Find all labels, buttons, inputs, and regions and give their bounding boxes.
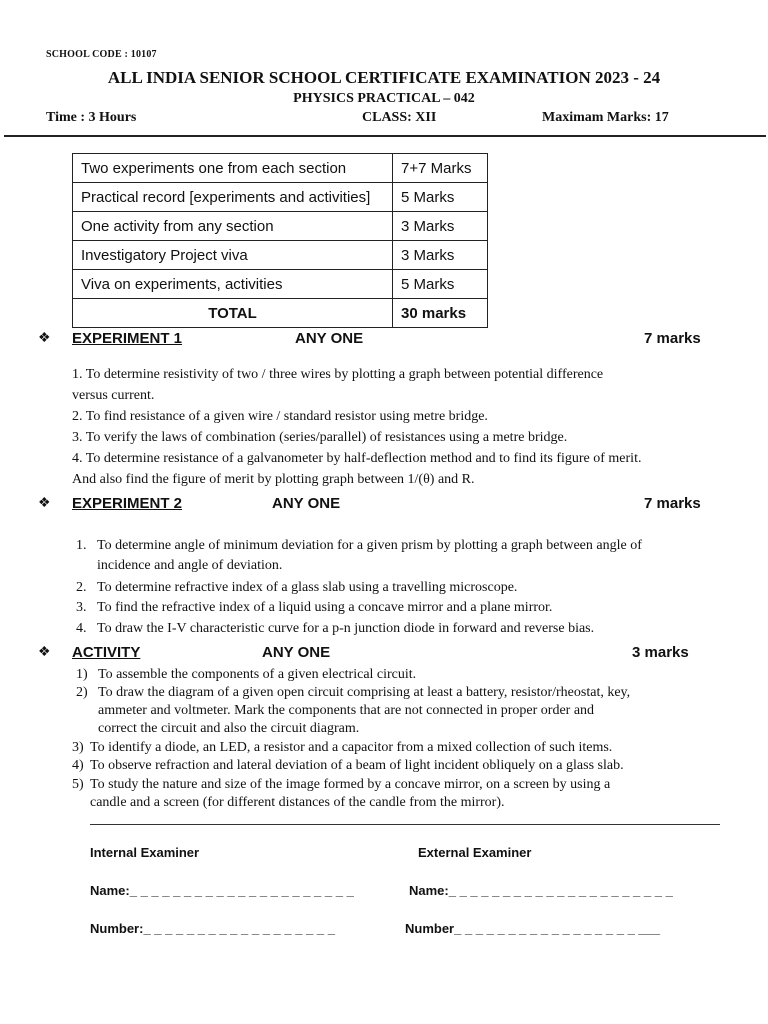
experiment1-any-one: ANY ONE <box>295 330 364 347</box>
table-row <box>73 183 488 212</box>
experiment2-heading: EXPERIMENT 2 <box>72 495 183 512</box>
activity-item-number: 4) <box>72 758 84 773</box>
experiment1-line: 3. To verify the laws of combination (series/parallel) of resistances using a metre bridge. <box>72 430 568 445</box>
diamond-bullet-icon: ❖ <box>38 330 51 346</box>
table-cell-item: Viva on experiments, activities <box>73 270 393 299</box>
school-code: SCHOOL CODE : 10107 <box>46 49 157 60</box>
table-cell-marks: 5 Marks <box>393 270 488 299</box>
header-divider <box>4 135 766 137</box>
subject-title: PHYSICS PRACTICAL – 042 <box>293 91 475 106</box>
experiment1-line: And also find the figure of merit by plotting graph between 1/(θ) and R. <box>72 472 475 487</box>
activity-item-text: To study the nature and size of the image formed by a concave mirror, on a screen by using a <box>90 777 611 792</box>
experiment2-item-number: 1. <box>76 538 87 553</box>
activity-item-text: To identify a diode, an LED, a resistor and a capacitor from a mixed collection of such items. <box>90 740 613 755</box>
experiment1-line: versus current. <box>72 388 155 403</box>
table-row <box>73 241 488 270</box>
table-row <box>73 212 488 241</box>
experiment2-item-number: 4. <box>76 621 87 636</box>
experiment2-marks: 7 marks <box>644 495 701 512</box>
table-cell-marks: 3 Marks <box>393 212 488 241</box>
experiment1-line: 1. To determine resistivity of two / three wires by plotting a graph between potential difference <box>72 367 604 382</box>
internal-name-field: Name:_ _ _ _ _ _ _ _ _ _ _ _ _ _ _ _ _ _ _ _ _ <box>90 883 354 898</box>
activity-item-text: To draw the diagram of a given open circuit comprising at least a battery, resistor/rheostat, key, <box>98 685 631 700</box>
internal-number-field: Number:_ _ _ _ _ _ _ _ _ _ _ _ _ _ _ _ _ _ <box>90 921 335 936</box>
table-cell-item: One activity from any section <box>73 212 393 241</box>
exam-time: Time : 3 Hours <box>46 110 137 125</box>
activity-item-text: To observe refraction and lateral deviation of a beam of light incident obliquely on a glass slab. <box>90 758 624 773</box>
table-cell-marks: 30 marks <box>393 299 488 328</box>
experiment2-item-number: 2. <box>76 580 87 595</box>
marks-distribution-table <box>72 153 488 328</box>
external-number-field: Number_ _ _ _ _ _ _ _ _ _ _ _ _ _ _ _ _ ___ <box>405 921 661 936</box>
internal-examiner-label: Internal Examiner <box>90 845 200 860</box>
activity-item-text: correct the circuit and also the circuit diagram. <box>98 721 360 736</box>
table-row <box>73 154 488 183</box>
activity-item-text: candle and a screen (for different distances of the candle from the mirror). <box>90 795 505 810</box>
footer-divider <box>90 824 720 825</box>
table-cell-item: Investigatory Project viva <box>73 241 393 270</box>
table-cell-item: Two experiments one from each section <box>73 154 393 183</box>
activity-item-number: 1) <box>76 667 88 682</box>
experiment2-any-one: ANY ONE <box>272 495 341 512</box>
experiment2-item-text: To determine refractive index of a glass slab using a travelling microscope. <box>97 580 518 595</box>
activity-item-text: To assemble the components of a given electrical circuit. <box>98 667 417 682</box>
activity-heading: ACTIVITY <box>72 644 141 661</box>
experiment2-item-text: To draw the I-V characteristic curve for a p-n junction diode in forward and reverse bias. <box>97 621 595 636</box>
maximum-marks: Maximam Marks: 17 <box>542 110 669 125</box>
table-cell-marks: 5 Marks <box>393 183 488 212</box>
table-cell-marks: 3 Marks <box>393 241 488 270</box>
table-cell-marks: 7+7 Marks <box>393 154 488 183</box>
experiment1-line: 2. To find resistance of a given wire / standard resistor using metre bridge. <box>72 409 488 424</box>
diamond-bullet-icon: ❖ <box>38 495 51 511</box>
table-cell-item: TOTAL <box>73 299 393 328</box>
experiment2-item-text: To find the refractive index of a liquid using a concave mirror and a plane mirror. <box>97 600 553 615</box>
activity-item-number: 5) <box>72 777 84 792</box>
experiment1-marks: 7 marks <box>644 330 701 347</box>
activity-item-text: ammeter and voltmeter. Mark the components that are not connected in proper order and <box>98 703 595 718</box>
experiment2-item-text: incidence and angle of deviation. <box>97 558 283 573</box>
activity-item-number: 3) <box>72 740 84 755</box>
activity-any-one: ANY ONE <box>262 644 331 661</box>
activity-marks: 3 marks <box>632 644 689 661</box>
table-cell-item: Practical record [experiments and activities] <box>73 183 393 212</box>
exam-class: CLASS: XII <box>362 110 437 125</box>
diamond-bullet-icon: ❖ <box>38 644 51 660</box>
experiment1-line: 4. To determine resistance of a galvanometer by half-deflection method and to find its figure of merit. <box>72 451 642 466</box>
table-row-total <box>73 299 488 328</box>
experiment2-item-number: 3. <box>76 600 87 615</box>
experiment2-item-text: To determine angle of minimum deviation for a given prism by plotting a graph between angle of <box>97 538 642 553</box>
experiment1-heading: EXPERIMENT 1 <box>72 330 183 347</box>
exam-title: ALL INDIA SENIOR SCHOOL CERTIFICATE EXAMINATION 2023 - 24 <box>107 68 661 87</box>
external-examiner-label: External Examiner <box>418 845 532 860</box>
external-name-field: Name:_ _ _ _ _ _ _ _ _ _ _ _ _ _ _ _ _ _ _ _ _ <box>409 883 673 898</box>
activity-item-number: 2) <box>76 685 88 700</box>
table-row <box>73 270 488 299</box>
